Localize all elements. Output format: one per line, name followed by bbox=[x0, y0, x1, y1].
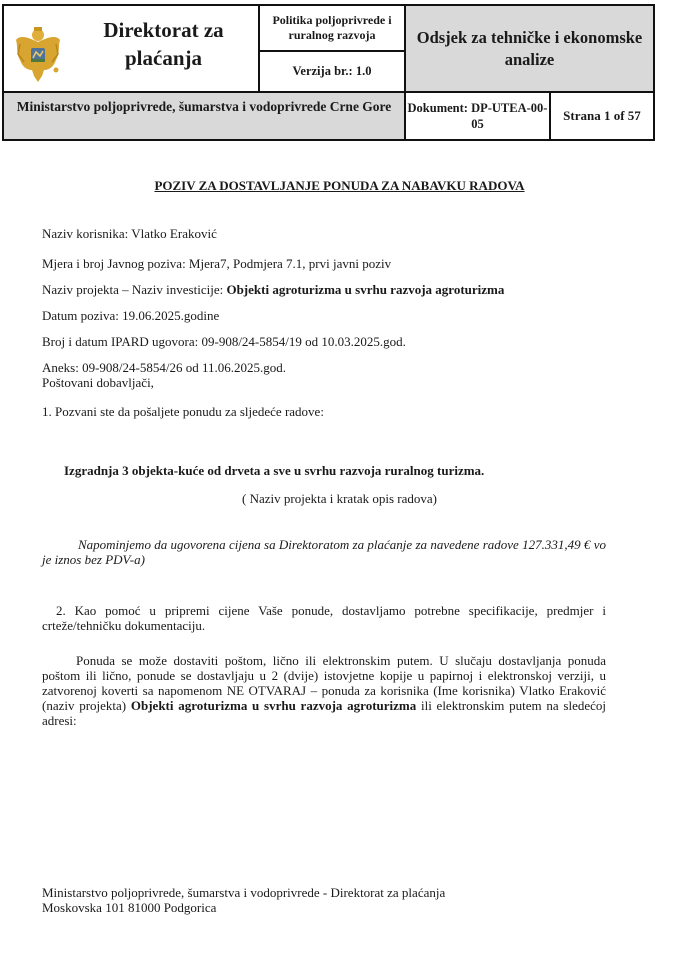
annex-field: Aneks: 09-908/24-5854/26 od 11.06.2025.god. bbox=[42, 360, 286, 375]
price-note: Napominjemo da ugovorena cijena sa Direktoratom za plaćanje za navedene radove 127.331,49 € vo je iznos bez PDV-a) bbox=[42, 537, 606, 567]
contract-field: Broj i datum IPARD ugovora: 09-908/24-5854/19 od 10.03.2025.god. bbox=[42, 334, 406, 349]
version-cell: Verzija br.: 1.0 bbox=[258, 52, 404, 91]
document-id-cell: Dokument: DP-UTEA-00-05 bbox=[404, 91, 549, 139]
beneficiary-field: Naziv korisnika: Vlatko Eraković bbox=[42, 226, 217, 241]
date-field: Datum poziva: 19.06.2025.godine bbox=[42, 308, 220, 323]
ministry-cell: Ministarstvo poljoprivrede, šumarstva i vodoprivrede Crne Gore bbox=[4, 91, 404, 139]
delivery-project-name: Objekti agroturizma u svrhu razvoja agroturizma bbox=[130, 698, 417, 713]
measure-field: Mjera i broj Javnog poziva: Mjera7, Podmjera 7.1, prvi javni poziv bbox=[42, 256, 392, 271]
organization-title: Direktorat za plaćanja bbox=[103, 18, 224, 70]
project-field: Naziv projekta – Naziv investicije: Objekti agroturizma u svrhu razvoja agroturizma bbox=[42, 282, 505, 297]
section1-intro: 1. Pozvani ste da pošaljete ponudu za sljedeće radove: bbox=[42, 404, 324, 419]
section2-text: 2. Kao pomoć u pripremi cijene Vaše ponude, dostavljamo potrebne specifikacije, predmjer i crteže/tehničku dokumentaciju. bbox=[42, 603, 606, 633]
montenegro-coat-of-arms-icon bbox=[14, 26, 62, 84]
greeting: Poštovani dobavljači, bbox=[42, 375, 154, 390]
project-name: Objekti agroturizma u svrhu razvoja agroturizma bbox=[226, 282, 505, 297]
department-cell: Odsjek za tehničke i ekonomske analize bbox=[404, 6, 653, 91]
page-number-cell: Strana 1 of 57 bbox=[549, 91, 653, 139]
works-caption: ( Naziv projekta i kratak opis radova) bbox=[242, 491, 437, 506]
address-line-2: Moskovska 101 81000 Podgorica bbox=[42, 900, 217, 915]
delivery-paragraph: Ponuda se može dostaviti poštom, lično ili elektronskim putem. U slučaju dostavljanja ponuda poštom ili lično, ponude se dostavljaju u 2 (dvije) istovjetne kopije u papirnoj i elektronskoj verziji, u zatvorenoj koverti sa napomenom NE OTVARAJ – ponuda za korisnika (Ime korisnika) Vlatko Eraković (naziv projekta) Objekti agroturizma u svrhu razvoja agroturizma ili elektronskim putem na sledećoj adresi: bbox=[42, 653, 606, 728]
header-organization-cell bbox=[4, 6, 258, 91]
page-title: POZIV ZA DOSTAVLJANJE PONUDA ZA NABAVKU RADOVA bbox=[154, 178, 525, 193]
policy-cell: Politika poljoprivrede i ruralnog razvoja bbox=[258, 6, 404, 52]
works-description: Izgradnja 3 objekta-kuće od drveta a sve u svrhu razvoja ruralnog turizma. bbox=[64, 463, 485, 478]
address-line-1: Ministarstvo poljoprivrede, šumarstva i vodoprivrede - Direktorat za plaćanja bbox=[42, 885, 446, 900]
document-header-table bbox=[2, 4, 655, 141]
